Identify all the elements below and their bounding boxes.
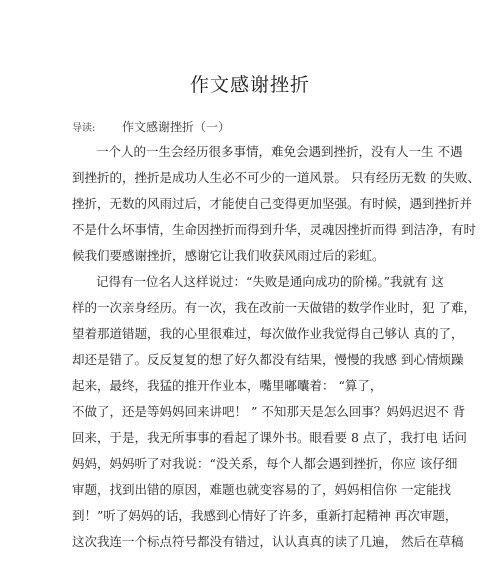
paragraph-line: 回来，于是，我无所事事的看起了课外书。眼看要 8 点了，我打电 话问 [72,430,467,445]
paragraph-line: 审题，找到出错的原因，难题也就变容易的了，妈妈相信你 一定能找 [72,482,451,497]
guide-label: 导读: [72,123,96,134]
document-title: 作文感谢挫折 [189,74,310,96]
paragraph-line: 样的一次亲身经历。有一次，我在改前一天做错的数学作业时，犯 了难， [72,300,476,315]
paragraph-line: 挫折，无数的风雨过后，才能使自己变得更加坚强。有时候，遇到挫折并 [72,196,473,211]
guide-line [72,118,230,135]
paragraph-line: 起来，最终，我猛的推开作业本，嘴里嘟囔着： “算了， [72,378,383,393]
paragraph-line: 到！”听了妈妈的话，我感到心情好了许多，重新打起精神 再次审题， [72,508,458,523]
paragraph-line: 妈妈，妈妈听了对我说：“没关系，每个人都会遇到挫折，你应 该仔细 [72,456,458,471]
paragraph-line: 到挫折的，挫折是成功人生必不可少的一道风景。 只有经历无数 的失败、 [72,170,480,185]
paragraph-line: 候我们要感谢挫折，感谢它让我们收获风雨过后的彩虹。 [72,248,385,263]
paragraph-line: 一个人的一生会经历很多事情，难免会遇到挫折，没有人一生 不遇 [96,144,463,159]
guide-text: 作文感谢挫折（一） [122,120,231,134]
paragraph-line: 这次我连一个标点符号都没有错过，认认真真的读了几遍， 然后在草稿 [72,534,464,549]
paragraph-line: 不是什么坏事情，生命因挫折而得到升华，灵魂因挫折而得 到洁净，有时 [72,222,476,237]
paragraph-line: 不做了，还是等妈妈回来讲吧！ ” 不知那天是怎么回事？妈妈迟迟不 背 [72,404,466,419]
paragraph-line: 却还是错了。反反复复的想了好久都没有结果，慢慢的我感 到心情烦躁 [72,352,464,367]
paragraph-line: 记得有一位名人这样说过：“失败是通向成功的阶梯。”我就有 这 [96,274,445,289]
paragraph-line: 望着那道错题，我的心里很难过，每次做作业我觉得自己够认 真的了， [72,326,464,341]
